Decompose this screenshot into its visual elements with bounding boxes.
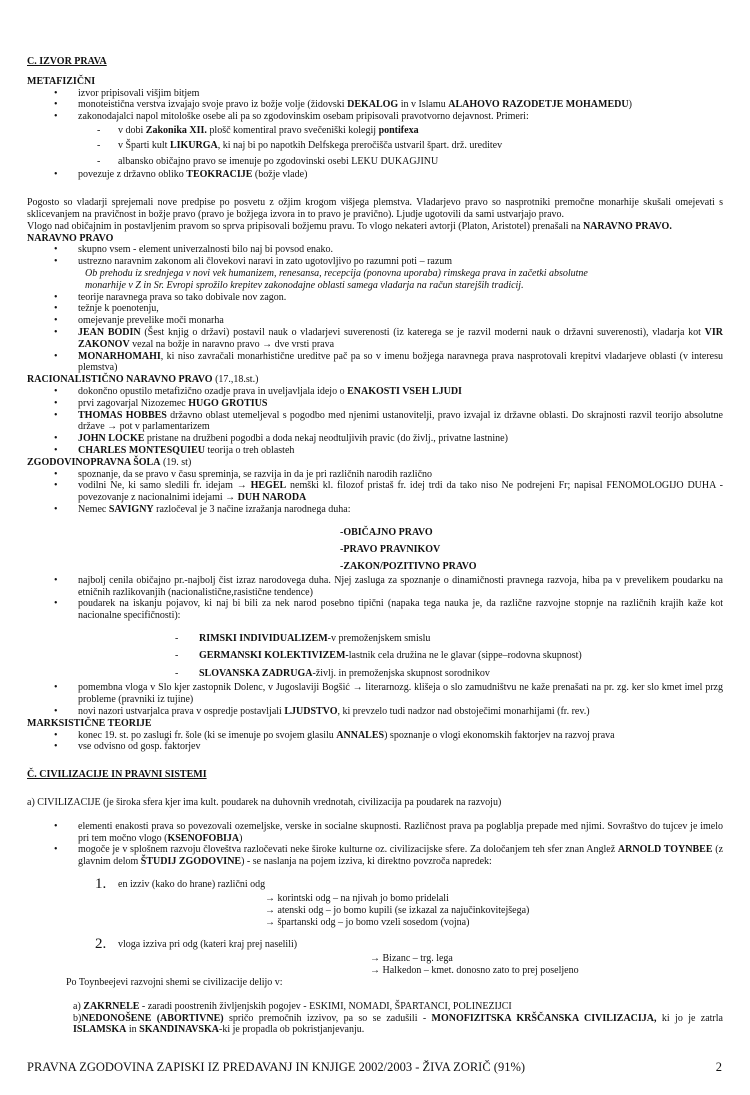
bullet-block — [27, 504, 723, 516]
bullet-block — [27, 303, 723, 315]
dash2-block — [27, 665, 723, 683]
text-run: skupno vsem - element univerzalnosti bilo naj bi povsod enako. — [78, 244, 333, 256]
text-run: pomembna vloga v Slo kjer zastopnik Dolenc, v Jugoslaviji Bogšić → literarnozg. klišeja o slo zamudništvu ne kaže prenašati na pr. zg. ker slo kmet imel przg probleme (pravniki iz tujine) — [78, 682, 723, 706]
bold-text: MONOFIZITSKA KRŠČANSKA CIVILIZACIJA, — [431, 1012, 657, 1024]
footer-title: PRAVNA ZGODOVINA ZAPISKI IZ PREDAVANJ IN KNJIGE 2002/2003 - ŽIVA ZORIČ (91%) — [27, 1060, 526, 1075]
bold-text: THOMAS HOBBES — [78, 409, 167, 421]
bullet-block — [27, 730, 723, 742]
bullet-block — [27, 88, 723, 100]
text-run: v Šparti kult — [118, 140, 170, 152]
dash-block — [27, 154, 723, 170]
bullet-block — [27, 327, 723, 351]
text-run: en izziv (kako do hrane) različni odg — [118, 879, 266, 891]
text-run: teorija o treh oblasteh — [204, 445, 295, 457]
arrow-block — [27, 917, 723, 929]
arrow2-block — [27, 965, 723, 977]
text-run: Č. CIVILIZACIJE IN PRAVNI SISTEMI — [27, 769, 207, 781]
bullet-block — [27, 169, 723, 181]
bold-text: SAVIGNY — [108, 504, 154, 515]
sub2-block — [27, 1001, 723, 1013]
bullet-block — [27, 386, 723, 398]
bullet-block — [27, 99, 723, 111]
bold-text: ZAKRNELE — [83, 1000, 140, 1012]
section-heading-block — [27, 56, 723, 68]
text-run: novi nazori ustvarjalca prava v ospredje postavljali — [78, 706, 285, 718]
text-run: ZAKON/POZITIVNO PRAVO — [343, 560, 477, 572]
bullet-block — [27, 844, 723, 868]
bold-text: pontifexa — [378, 124, 419, 136]
text-run: Pogosto so vladarji sprejemali nove predpise po posvetu z ožjim krogom višjega plemstva. Vladarjevo pravo so nasprotniki premočne monarhije skušali omejevati s sklicevanjem na pravičnost in božje pravo (pravo je božjega izvora in to pravo je pravično). Ljudje ugotovili da sami ustvarjajo pravo. — [27, 197, 723, 221]
text-run: v dobi — [118, 124, 146, 136]
text-run: (17.,18.st.) — [212, 374, 259, 386]
bold-text: VIR ZAKONOV — [78, 327, 723, 350]
text-run: monoteistična verstva izvajajo svoje pravo iz božje volje (židovski — [78, 99, 348, 111]
bullet-block — [27, 598, 723, 622]
text-run: in v Islamu — [398, 99, 449, 111]
text-run: - zaradi poostrenih življenjskih pogojev - ESKIMI, NOMADI, ŠPARTANCI, POLINEZIJCI — [139, 1000, 512, 1012]
text-run: → atenski odg – jo bomo kupili (se izkazal za najučinkovitejšega) — [265, 904, 530, 916]
bold-text: ISLAMSKA — [73, 1024, 127, 1036]
dash-block — [27, 123, 723, 139]
bullet-block — [27, 256, 723, 268]
sub-block — [27, 977, 723, 989]
text-run: prvi zagovarjal Nizozemec — [78, 397, 189, 409]
text-run: a) — [73, 1000, 84, 1012]
text-run: Nemec — [78, 504, 109, 515]
paragraph-block — [27, 221, 723, 233]
italic-block — [27, 280, 723, 292]
bullet-block — [27, 445, 723, 457]
text-run: težnje k poenotenju, — [78, 303, 159, 315]
bold-text: MONARHOMAHI — [78, 350, 161, 362]
text-run: vezal na božje in naravno pravo → dve vrsti prava — [129, 338, 335, 350]
text-run: najbolj cenila običajno pr.-najbolj čist izraz narodovega duha. Njej zasluga za spoznanje o dinamičnosti pravnega razvoja, hiba pa v prevelikem poudarku na etničnih razlikovanjih (nacionalistične,rasistične tendence) — [78, 574, 723, 598]
text-run: in — [126, 1024, 140, 1036]
text-run: -v premoženjskem smislu — [327, 632, 431, 644]
text-run: omejevanje prevelike moči monarha — [78, 315, 224, 327]
text-run: Vlogo nad običajnim in postavljenim pravom so sprva pripisovali božjemu pravu. To vlogo nekateri avtorji (Platon, Aristotel) prenašali na — [27, 220, 583, 232]
bullet-block — [27, 480, 723, 504]
bullet-block — [27, 398, 723, 410]
bold-text: ŠTUDIJ ZGODOVINE — [140, 856, 242, 868]
page-number: 2 — [715, 1060, 722, 1075]
text-run: konec 19. st. po zaslugi fr. šole (ki se imenuje po svojem glasilu — [78, 729, 337, 741]
list-number: 1. — [95, 876, 107, 893]
heading-block — [27, 233, 723, 245]
text-run: (19. st) — [160, 456, 192, 468]
text-run: NARAVNO PRAVO — [27, 232, 114, 244]
text-run: ki jo je zatrla — [656, 1012, 723, 1024]
bold-text: GERMANSKI KOLEKTIVIZEM- — [199, 650, 349, 662]
text-run: MARKSISTIČNE TEORIJE — [27, 717, 152, 729]
bold-text: NEDONOŠENE (ABORTIVNE) — [81, 1012, 224, 1024]
bold-text: RIMSKI INDIVIDUALIZEM — [199, 632, 328, 644]
text-run: OBIČAJNO PRAVO — [343, 526, 433, 538]
bullet-block — [27, 244, 723, 256]
bold-text: NARAVNO PRAVO. — [582, 220, 672, 232]
text-run: dokončno opustilo metafizično ozadje prava in uveljavljala idejo o — [78, 386, 348, 398]
text-run: → korintski odg – na njivah jo bomo pridelali — [265, 893, 449, 905]
bold-text: TEOKRACIJE — [186, 169, 253, 181]
bullet-block — [27, 315, 723, 327]
centered-dash-block — [27, 541, 723, 558]
text-run: državno oblast utemeljeval s pogodbo med njenimi ustanovitelji, pravo izvajal iz državne oblasti. Do skrajnosti razvil teorijo absolutne države → pot v parlamentarizem — [78, 409, 723, 433]
text-run: plošč komentiral pravo svečeniški kolegij — [206, 124, 379, 136]
text-run: (božje vlade) — [252, 169, 308, 181]
text-run: pristane na družbeni pogodbi a doda nekaj neodtuljivih pravic (do življ., privatne lastnine) — [144, 433, 508, 445]
text-run: (Šest knjig o državi) postavil nauk o vladarjevi suverenosti (iz katerega se je razvil moderni nauk o državni suverenosti), vladarja kot — [140, 327, 705, 339]
bullet-block — [27, 575, 723, 599]
numbered-block — [27, 876, 723, 893]
text-run: monarhije v Z in Sr. Evropi sprožilo krepitev zakonodajne oblasti samega vladarja na račun starejših tradicij. — [85, 279, 524, 291]
bullet-block — [27, 292, 723, 304]
text-run: b) — [73, 1012, 82, 1024]
bullet-block — [27, 111, 723, 123]
text-run: razločeval je 3 načine izražanja narodnega duha: — [153, 504, 351, 515]
heading-block — [27, 76, 723, 88]
text-run: izvor pripisovali višjim bitjem — [78, 87, 200, 99]
text-run: → Bizanc – trg. lega — [370, 953, 453, 965]
bold-text: ENAKOSTI VSEH LJUDI — [347, 386, 462, 398]
text-run: ustrezno naravnim zakonom ali človekovi naravi in zato ugotovljivo po razumni poti – razum — [78, 256, 453, 268]
heading-block — [27, 718, 723, 730]
text-run: → Halkedon – kmet. donosno zato to prej poseljeno — [370, 965, 579, 977]
text-run: -ki je propadla ob pokristjanjevanju. — [218, 1024, 365, 1036]
text-run: METAFIZIČNI — [27, 75, 96, 87]
bold-text: LJUDSTVO — [284, 706, 338, 718]
text-run: ZGODOVINOPRAVNA ŠOLA — [27, 456, 161, 468]
text-run: albansko običajno pravo se imenuje po zgodovinski osebi LEKU DUKAGJINU — [118, 155, 439, 167]
document-body — [27, 56, 723, 1036]
text-run: Ob prehodu iz srednjega v novi vek humanizem, renesansa, recepcija (ponovna uporaba) rimskega prava in začetki absolutne — [85, 268, 588, 280]
bullet-block — [27, 410, 723, 434]
bullet-block — [27, 351, 723, 375]
dash2-block — [27, 647, 723, 665]
bold-text: ARNOLD TOYNBEE — [617, 844, 713, 856]
text-run: poudarek na iskanju pojavov, ki naj bi bili za nek narod posebno tipični (napaka tega nauka je, da različne razvojne stopnje na različnih krajih kaže kot nacionalne specifičnosti): — [78, 598, 723, 622]
bold-text: HEGEL — [250, 480, 287, 492]
text-run: a) CIVILIZACIJE (je široka sfera kjer ima kult. poudarek na duhovnih vrednotah, civilizacija pa poudarek na razvoju) — [27, 797, 502, 809]
bold-text: ANNALES — [336, 729, 385, 741]
text-run: spoznanje, da se pravo v času spreminja, se razvija in da je pri različnih narodih različno — [78, 468, 433, 480]
bold-text: JEAN BODIN — [78, 327, 141, 339]
bold-text: KSENOFOBIJA — [167, 832, 240, 844]
bold-text: DEKALOG — [347, 99, 399, 111]
bold-text: LIKURGA — [169, 140, 218, 152]
bullet-block — [27, 433, 723, 445]
bullet-block — [27, 469, 723, 481]
text-run: vloga izziva pri odg (kateri kraj prej naselili) — [118, 939, 298, 951]
text-run: ) — [239, 832, 243, 844]
heading-block — [27, 374, 723, 386]
text-run: (z glavnim delom — [78, 844, 724, 868]
text-run: , ki prevzelo tudi nadzor nad obstoječimi monarhijami (fr. rev.) — [337, 706, 590, 718]
text-run: PRAVO PRAVNIKOV — [343, 543, 441, 555]
text-run: povezuje z državno obliko — [78, 169, 187, 181]
text-run: lastnik cela družina ne le glavar (sippe–rodovna skupnost) — [348, 650, 582, 662]
text-run: vse odvisno od gosp. faktorjev — [78, 741, 201, 753]
text-run: ) - se naslanja na pojem izziva, ki direktno povzroča napredek: — [241, 856, 492, 868]
text-run: ) — [628, 99, 632, 111]
bullet-block — [27, 821, 723, 845]
bullet-block — [27, 706, 723, 718]
text-run: ) spoznanje o vlogi ekonomskih faktorjev na razvoj prava — [384, 729, 615, 741]
bold-text: CHARLES MONTESQUIEU — [78, 445, 205, 457]
paragraph-block — [27, 197, 723, 221]
text-run: vodilni Ne, ki samo sledili fr. idejam → — [78, 480, 251, 492]
paragraph-block — [27, 797, 723, 809]
text-run: → špartanski odg – jo bomo vzeli sosedom (vojna) — [265, 916, 470, 928]
bold-text: SLOVANSKA ZADRUGA — [199, 667, 313, 679]
text-run: , ki naj bi po napotkih Delfskega preročišča ustvaril špart. drž. ureditev — [217, 140, 503, 152]
bullet-block — [27, 682, 723, 706]
text-run: teorije naravnega prava so tako dobivale nov zagon. — [78, 291, 287, 303]
centered-dash-block — [27, 524, 723, 541]
text-run: elementi enakosti prava so povezovali ozemeljske, verske in socialne skupnosti. Različnost prava pa poglablja prepade med njimi. Sovraštvo do tujcev je imelo pri tem močno vlogo ( — [78, 820, 723, 844]
bold-text: JOHN LOCKE — [78, 433, 145, 445]
text-run: -življ. in premoženjska skupnost sorodnikov — [312, 667, 490, 679]
text-run: C. IZVOR PRAVA — [27, 56, 107, 67]
bold-text: HUGO GROTIUS — [188, 397, 268, 409]
section-heading-block — [27, 769, 723, 781]
italic-block — [27, 268, 723, 280]
text-run: , ki niso zavračali monarhistične ureditve pač pa so v imenu božjega naravnega prava nasprotovali krepitvi vladarjeve oblasti (v interesu plemstva) — [78, 350, 723, 374]
arrow2-block — [27, 953, 723, 965]
text-run: nemški kl. filozof pristaš fr. idej trdi da tako niso Ne podrejeni Fr; napisal FENOMOLOGIJO DUHA - povezovanje z nacionalnimi idejami → — [78, 480, 723, 504]
dash-block — [27, 138, 723, 154]
page-footer — [27, 1060, 722, 1075]
text-run: Po Toynbeejevi razvojni shemi se civilizacije delijo v: — [66, 977, 283, 989]
text-run: spričo premočnih izzivov, pa so se zadušili - — [223, 1012, 432, 1024]
list-number: 2. — [95, 936, 107, 953]
text-run: zakonodajalci napol mitološke osebe ali pa so zgodovinskim osebam pripisovali pravotvorno dejavnost. Primeri: — [78, 111, 529, 123]
bold-text: Zakonika XII. — [145, 124, 207, 136]
bullet-block — [27, 741, 723, 753]
text-run: mogoče je v splošnem razvoju človeštva razločevati neke široke kulturne oz. civilizacijske sfere. Za določanjem teh sfer znan Anglež — [78, 844, 618, 856]
bold-text: DUH NARODA — [237, 492, 307, 504]
heading-block — [27, 457, 723, 469]
dash2-block — [27, 630, 723, 648]
sub2-block — [27, 1013, 723, 1037]
text-run: RACIONALISTIČNO NARAVNO PRAVO — [27, 374, 213, 386]
bold-text: SKANDINAVSKA — [139, 1024, 219, 1036]
numbered-block — [27, 936, 723, 953]
arrow-block — [27, 893, 723, 905]
centered-dash-block — [27, 558, 723, 575]
bold-text: ALAHOVO RAZODETJE MOHAMEDU — [448, 99, 629, 111]
arrow-block — [27, 905, 723, 917]
